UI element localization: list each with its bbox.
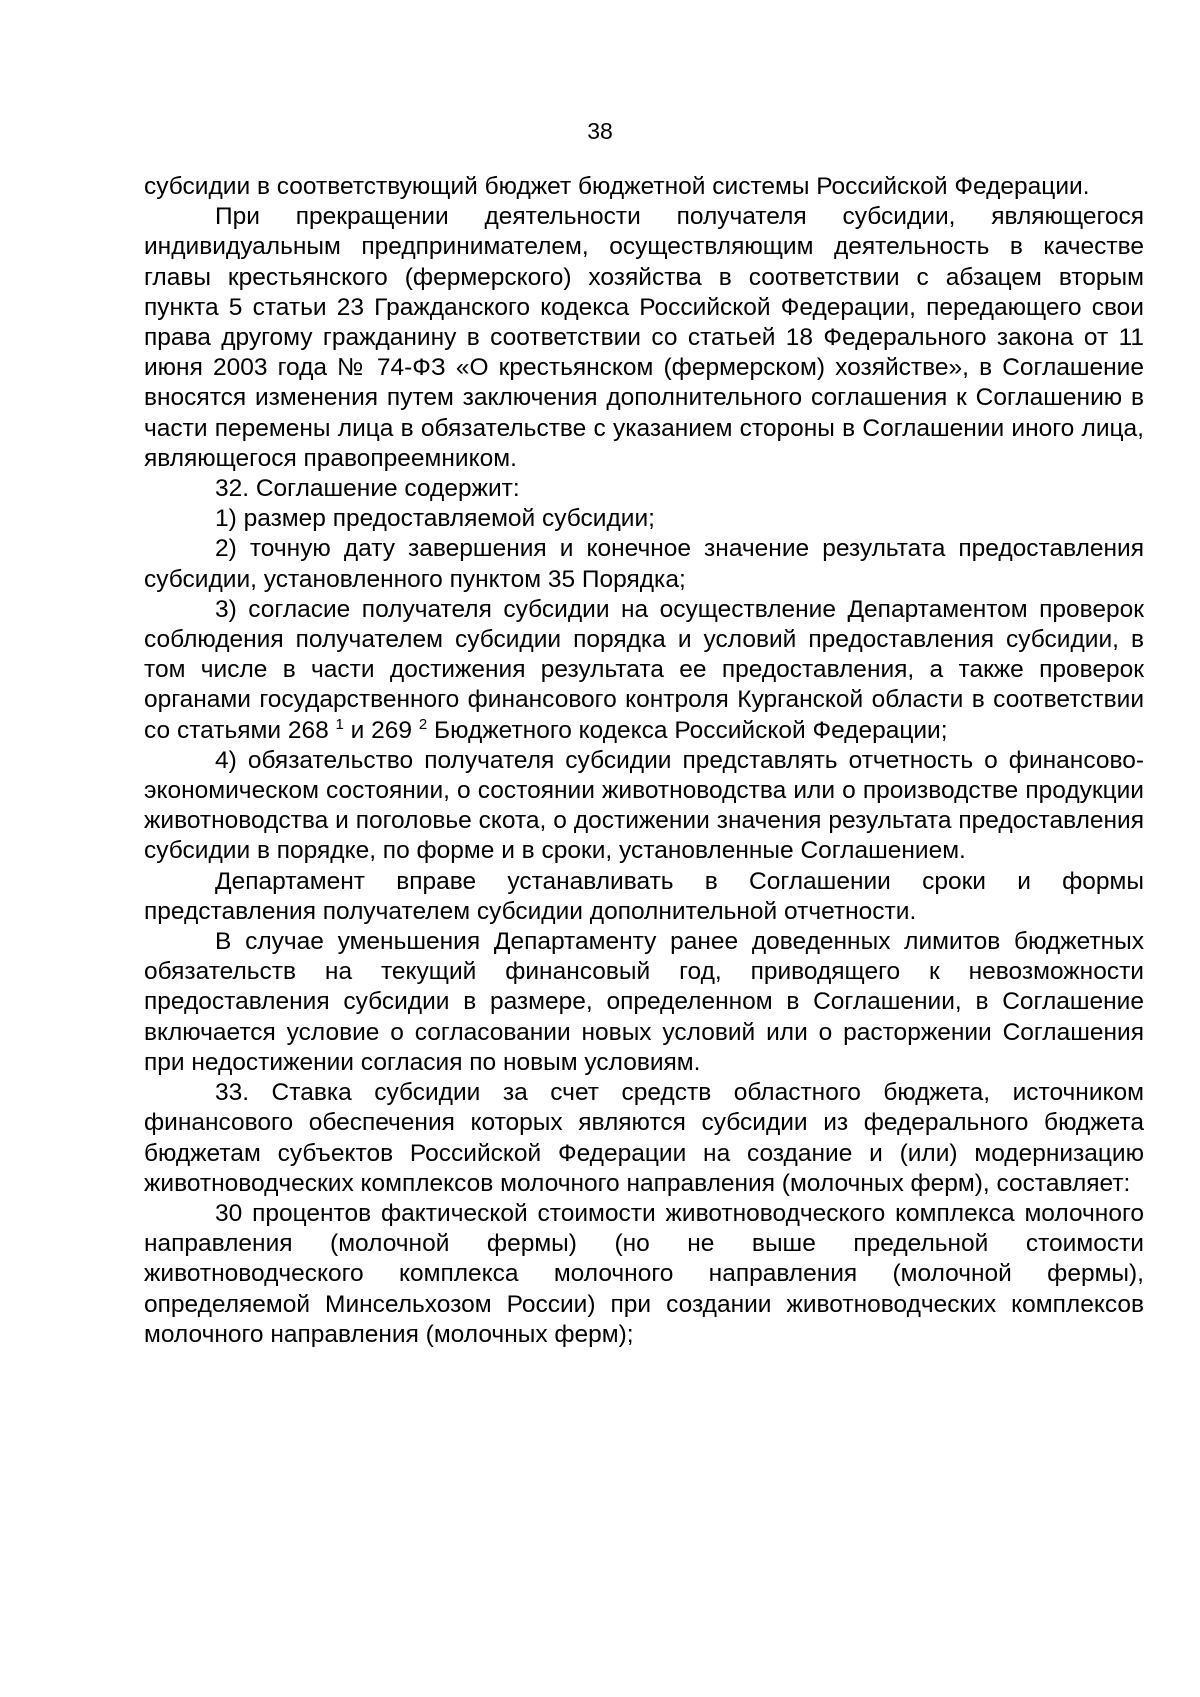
page-number: 38 xyxy=(587,118,613,144)
list-item-3-text: 3) согласие получателя субсидии на осуществление Департаментом проверок соблюдения получателем субсидии порядка и условий предоставления субсидии, в том числе в части достижения результата ее предоставления, а также проверок органами государственного финансового контроля Курганской области в соответствии со статьями 268 xyxy=(144,595,1144,744)
paragraph-subsidy-rate: 30 процентов фактической стоимости животноводческого комплекса молочного направления (молочной фермы) (но не выше предельной стоимости животноводческого комплекса молочного направления (молочной фермы), определяемой Минсельхозом России) при создании животноводческих комплексов молочного направления (молочных ферм); xyxy=(144,1199,1144,1348)
list-item-3 xyxy=(144,595,1144,746)
superscript-2: 2 xyxy=(418,715,428,733)
list-item-4: 4) обязательство получателя субсидии представлять отчетность о финансово-экономическом состоянии, о состоянии животноводства или о производстве продукции животноводства и поголовье скота, о достижении значения результата предоставления субсидии в порядке, по форме и в сроки, установленные Соглашением. xyxy=(144,746,1144,865)
paragraph-additional-reporting: Департамент вправе устанавливать в Соглашении сроки и формы представления получателем субсидии дополнительной отчетности. xyxy=(144,867,1144,925)
paragraph-limit-reduction: В случае уменьшения Департаменту ранее доведенных лимитов бюджетных обязательств на текущий финансовый год, приводящего к невозможности предоставления субсидии в размере, определенном в Соглашении, в Соглашение включается условие о согласовании новых условий или о расторжении Соглашения при недостижении согласия по новым условиям. xyxy=(144,928,1144,1076)
list-item-1: 1) размер предоставляемой субсидии; xyxy=(215,505,655,533)
paragraph-clause-33: 33. Ставка субсидии за счет средств областного бюджета, источником финансового обеспечения которых являются субсидии из федерального бюджета бюджетам субъектов Российской Федерации на создание и (или) модернизацию животноводческих комплексов молочного направления (молочных ферм), составляет: xyxy=(144,1079,1144,1197)
list-item-3-end: Бюджетного кодекса Российской Федерации; xyxy=(427,716,948,744)
superscript-1: 1 xyxy=(335,715,344,733)
list-item-2: 2) точную дату завершения и конечное значение результата предоставления субсидии, установленного пунктом 35 Порядка; xyxy=(144,535,1144,593)
document-body xyxy=(144,172,1144,1350)
list-item-3-middle: и 269 xyxy=(343,716,413,744)
paragraph-continuation: субсидии в соответствующий бюджет бюджетной системы Российской Федерации. xyxy=(144,173,1090,200)
paragraph-termination-of-activity: При прекращении деятельности получателя субсидии, являющегося индивидуальным предпринимателем, осуществляющим деятельность в качестве главы крестьянского (фермерского) хозяйства в соответствии с абзацем вторым пункта 5 статьи 23 Гражданского кодекса Российской Федерации, передающего свои права другому гражданину в соответствии со статьей 18 Федерального закона от 11 июня 2003 года № 74-ФЗ «О крестьянском (фермерском) хозяйстве», в Соглашение вносятся изменения путем заключения дополнительного соглашения к Соглашению в части перемены лица в обязательстве с указанием стороны в Соглашении иного лица, являющегося правопреемником. xyxy=(144,203,1144,472)
paragraph-clause-32: 32. Соглашение содержит: xyxy=(215,475,520,503)
